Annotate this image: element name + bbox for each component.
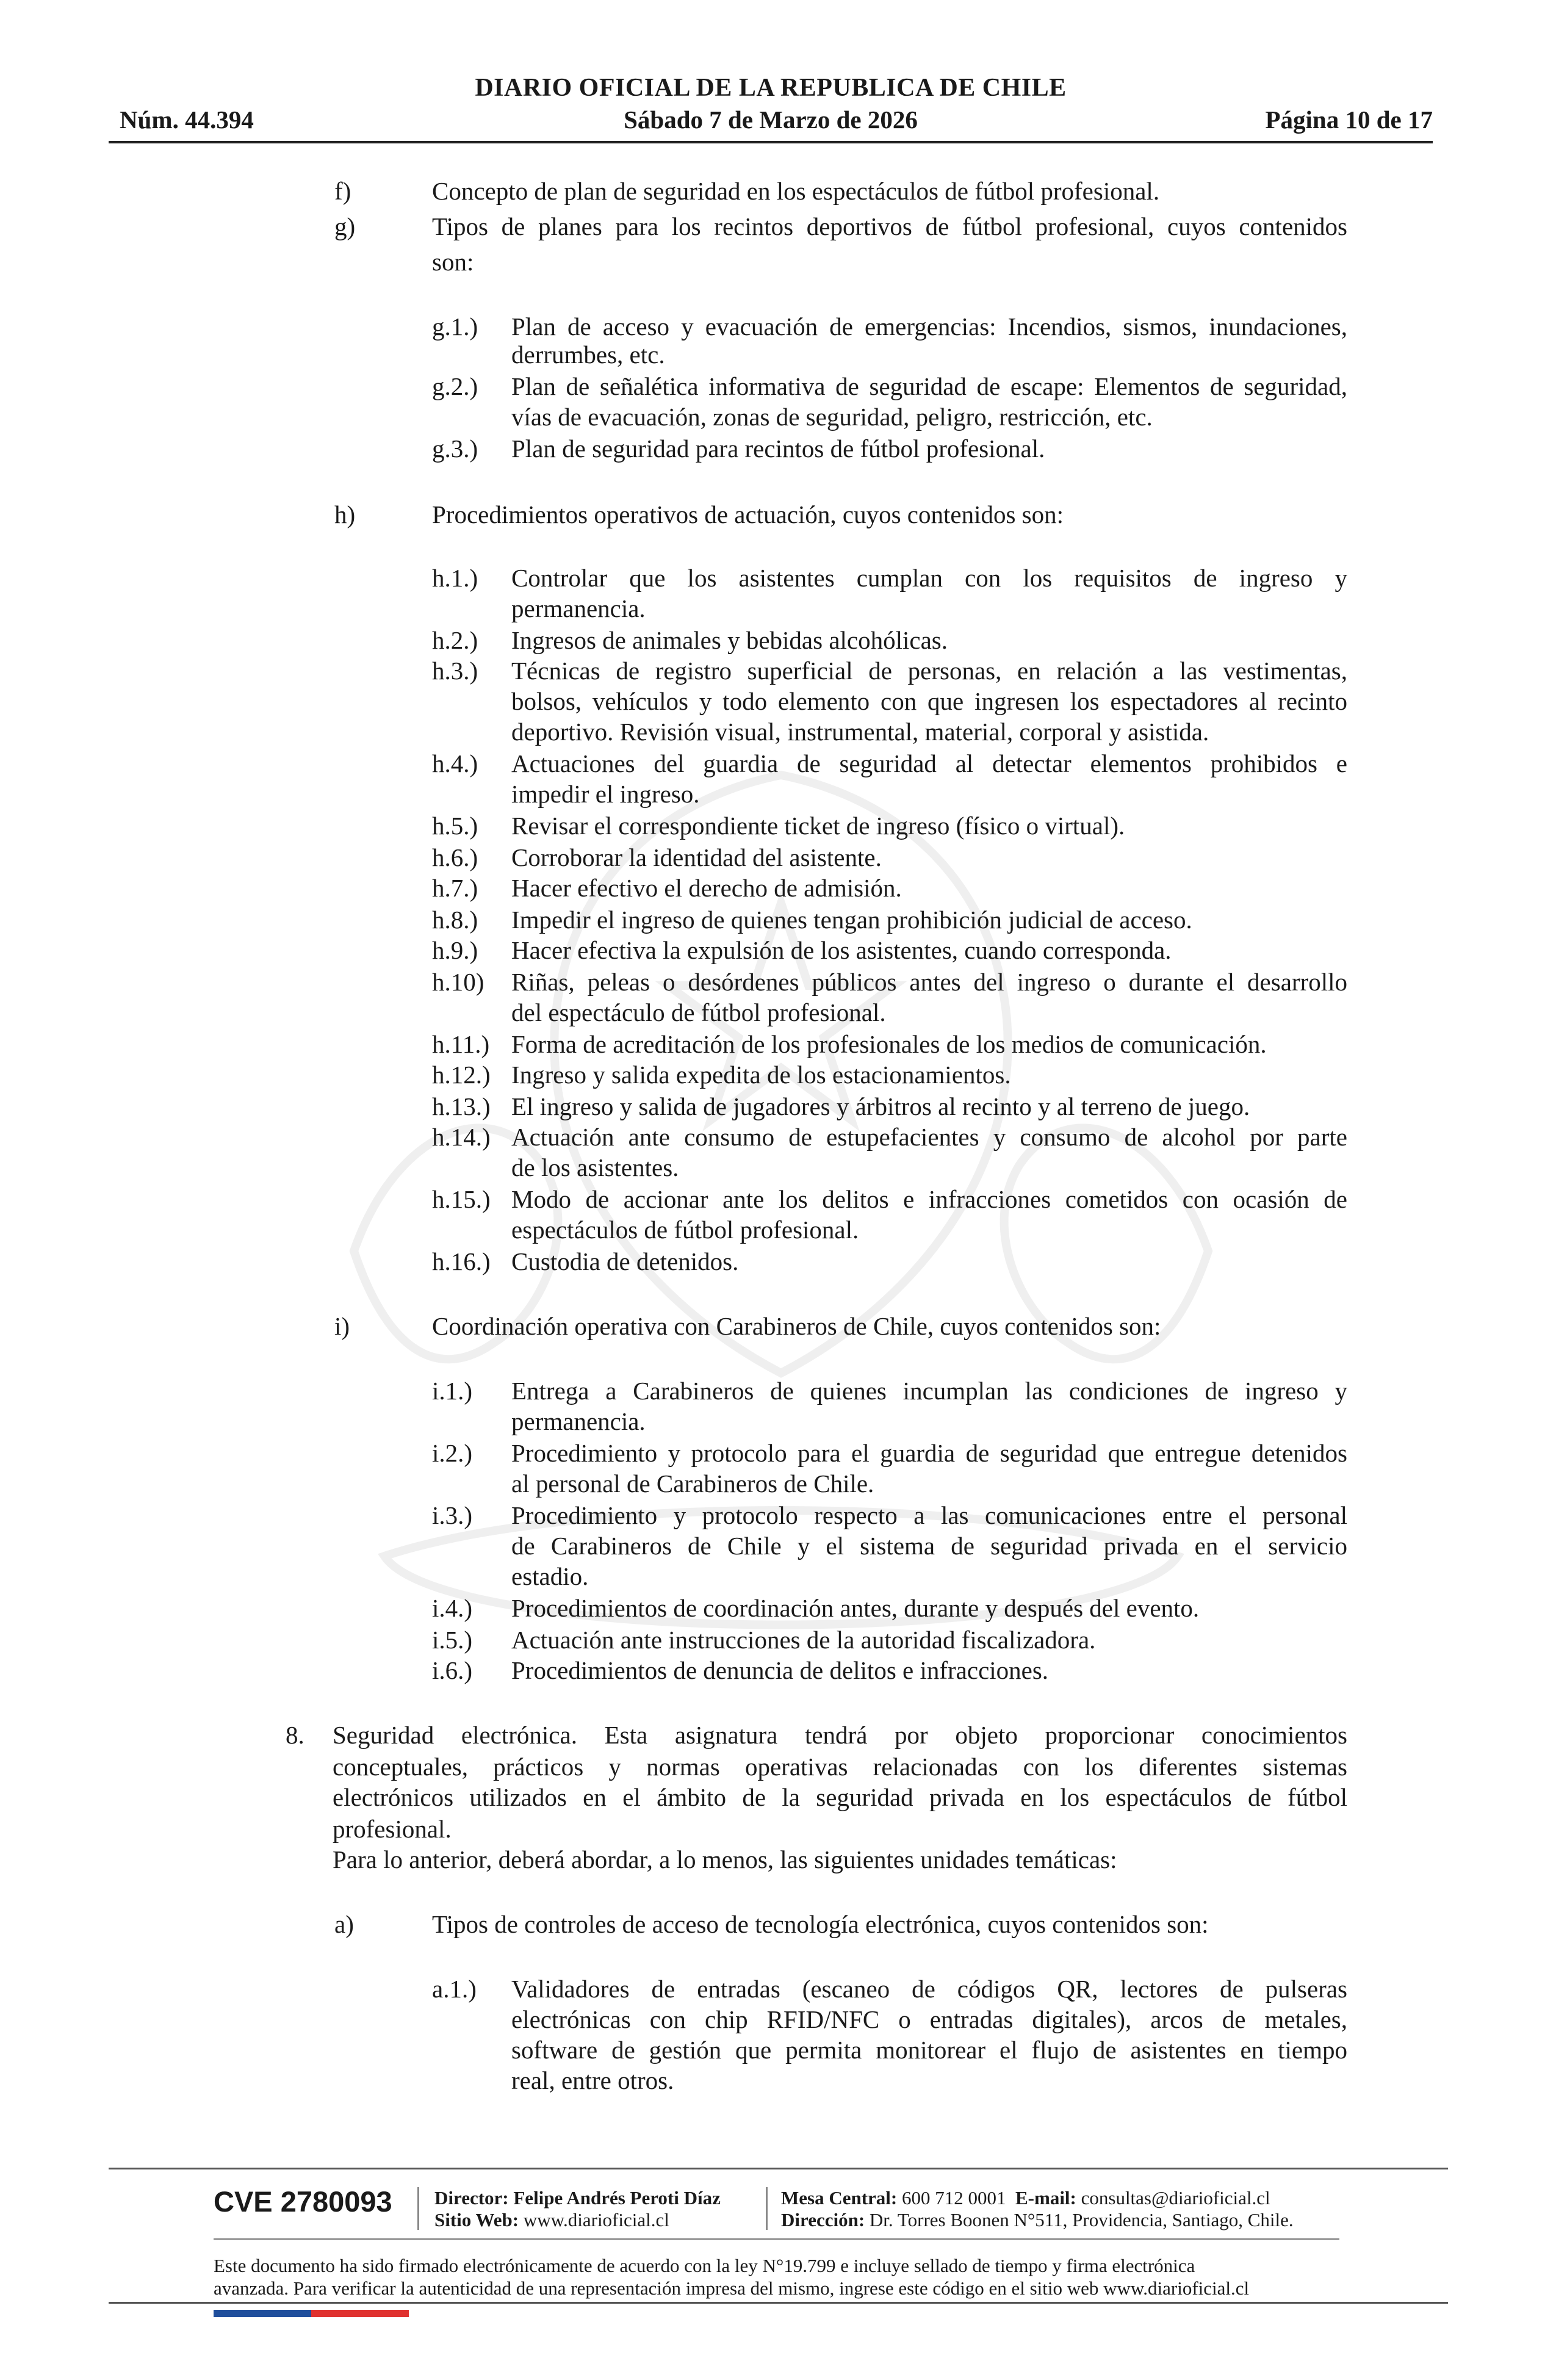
website-label: Sitio Web:	[434, 2209, 519, 2230]
sub-text-h10-line2: del espectáculo de fútbol profesional.	[511, 998, 886, 1026]
sub-text-g3-line1: Plan de seguridad para recintos de fútbol profesional.	[511, 435, 1045, 463]
website-link[interactable]: www.diarioficial.cl	[523, 2209, 669, 2230]
sub-text-h13-line1: El ingreso y salida de jugadores y árbitros al recinto y al terreno de juego.	[511, 1092, 1250, 1120]
sub-text-i1-line1: Entrega a Carabineros de quienes incumplan las condiciones de ingreso y	[511, 1377, 1347, 1405]
footer-separator	[766, 2187, 768, 2230]
sub-label-h1: h.1.)	[432, 564, 478, 592]
footer-director	[434, 2187, 721, 2209]
sub-text-h11-line1: Forma de acreditación de los profesionales de los medios de comunicación.	[511, 1030, 1267, 1058]
footer-contact	[781, 2187, 1270, 2209]
footer-divider-top	[109, 2168, 1448, 2169]
footer-website	[434, 2209, 669, 2231]
director-name: Felipe Andrés Peroti Díaz	[513, 2187, 721, 2209]
cve-code: CVE 2780093	[214, 2185, 392, 2218]
item-label-g: g)	[334, 212, 356, 240]
section-8-line4: profesional.	[333, 1815, 452, 1843]
sub-text-h9-line1: Hacer efectiva la expulsión de los asistentes, cuando corresponda.	[511, 936, 1172, 964]
item-label-f: f)	[334, 177, 351, 205]
sub-label-h8: h.8.)	[432, 906, 478, 934]
footer-separator	[417, 2187, 419, 2230]
footer-divider-mid	[214, 2238, 1339, 2240]
issue-date: Sábado 7 de Marzo de 2026	[624, 106, 918, 134]
section-8-line1: Seguridad electrónica. Esta asignatura tendrá por objeto proporcionar conocimientos	[333, 1721, 1347, 1749]
sub-label-h6: h.6.)	[432, 843, 478, 871]
sub-text-h10-line1: Riñas, peleas o desórdenes públicos antes del ingreso o durante el desarrollo	[511, 968, 1347, 996]
sub-text-g1-line1: Plan de acceso y evacuación de emergencias: Incendios, sismos, inundaciones,	[511, 312, 1347, 341]
sub-text-i1-line2: permanencia.	[511, 1407, 646, 1435]
sub-label-i6: i.6.)	[432, 1656, 473, 1684]
sub-label-i4: i.4.)	[432, 1594, 473, 1622]
signature-notice-line1: Este documento ha sido firmado electrónicamente de acuerdo con la ley N°19.799 e incluye sellado de tiempo y firma electrónica	[214, 2255, 1195, 2276]
header-divider	[109, 141, 1433, 143]
sub-text-h14-line1: Actuación ante consumo de estupefacientes y consumo de alcohol por parte	[511, 1123, 1347, 1151]
sub-label-g2: g.2.)	[432, 372, 478, 400]
sub-text-i2-line1: Procedimiento y protocolo para el guardia de seguridad que entregue detenidos	[511, 1439, 1347, 1467]
sub-text-g2-line1: Plan de señalética informativa de seguridad de escape: Elementos de seguridad,	[511, 372, 1347, 400]
sub-text-h12-line1: Ingreso y salida expedita de los estacionamientos.	[511, 1061, 1011, 1089]
section-8-line2: conceptuales, prácticos y normas operativas relacionadas con los diferentes sistemas	[333, 1753, 1347, 1781]
address-label: Dirección:	[781, 2209, 865, 2230]
sub-text-h5-line1: Revisar el correspondiente ticket de ingreso (físico o virtual).	[511, 812, 1125, 840]
sub-text-i4-line1: Procedimientos de coordinación antes, durante y después del evento.	[511, 1594, 1200, 1622]
flag-stripe-red	[311, 2310, 409, 2317]
sub-text-i6-line1: Procedimientos de denuncia de delitos e infracciones.	[511, 1656, 1049, 1684]
sub-text-h3-line2: bolsos, vehículos y todo elemento con que ingresen los espectadores al recinto	[511, 687, 1347, 715]
sub-text-g1-line2: derrumbes, etc.	[511, 341, 665, 369]
footer-address	[781, 2209, 1294, 2231]
sub-label-h4: h.4.)	[432, 749, 478, 777]
sub-text-h4-line1: Actuaciones del guardia de seguridad al detectar elementos prohibidos e	[511, 749, 1347, 777]
sub-text-h15-line1: Modo de accionar ante los delitos e infracciones cometidos con ocasión de	[511, 1185, 1347, 1213]
sub-text-h6-line1: Corroborar la identidad del asistente.	[511, 843, 882, 871]
sub-label-i5: i.5.)	[432, 1626, 473, 1654]
director-label: Director:	[434, 2187, 509, 2209]
sub-label-h2: h.2.)	[432, 626, 478, 654]
sub-text-8a1-line3: software de gestión que permita monitorear el flujo de asistentes en tiempo	[511, 2036, 1347, 2064]
sub-label-h10: h.10)	[432, 968, 484, 996]
sub-label-h16: h.16.)	[432, 1247, 491, 1275]
sub-label-h5: h.5.)	[432, 812, 478, 840]
item-label-h: h)	[334, 500, 356, 528]
sub-text-8a1-line4: real, entre otros.	[511, 2066, 674, 2094]
sub-text-h16-line1: Custodia de detenidos.	[511, 1247, 739, 1275]
sub-text-h3-line3: deportivo. Revisión visual, instrumental, material, corporal y asistida.	[511, 718, 1209, 746]
issue-number: Núm. 44.394	[120, 106, 254, 134]
mesa-central-value: 600 712 0001	[902, 2187, 1006, 2209]
item-text-i: Coordinación operativa con Carabineros de Chile, cuyos contenidos son:	[432, 1312, 1161, 1340]
sub-label-h13: h.13.)	[432, 1092, 491, 1120]
sub-label-h7: h.7.)	[432, 874, 478, 902]
sub-text-h14-line2: de los asistentes.	[511, 1153, 679, 1181]
item-label-8a: a)	[334, 1910, 354, 1938]
sub-text-8a1-line1: Validadores de entradas (escaneo de códigos QR, lectores de pulseras	[511, 1975, 1347, 2003]
item-label-i: i)	[334, 1312, 350, 1340]
sub-text-i2-line2: al personal de Carabineros de Chile.	[511, 1469, 874, 1498]
address-value: Dr. Torres Boonen N°511, Providencia, Santiago, Chile.	[869, 2209, 1294, 2230]
sub-label-i3: i.3.)	[432, 1501, 473, 1529]
section-8-label: 8.	[286, 1721, 304, 1749]
sub-text-h8-line1: Impedir el ingreso de quienes tengan prohibición judicial de acceso.	[511, 906, 1192, 934]
sub-label-h3: h.3.)	[432, 657, 478, 685]
item-text-8a: Tipos de controles de acceso de tecnología electrónica, cuyos contenidos son:	[432, 1910, 1209, 1938]
sub-label-8a1: a.1.)	[432, 1975, 477, 2003]
sub-text-h3-line1: Técnicas de registro superficial de personas, en relación a las vestimentas,	[511, 657, 1347, 685]
newspaper-title: DIARIO OFICIAL DE LA REPUBLICA DE CHILE	[475, 74, 1067, 102]
sub-label-h12: h.12.)	[432, 1061, 491, 1089]
item-text-g-line1: Tipos de planes para los recintos deportivos de fútbol profesional, cuyos contenidos	[432, 212, 1347, 240]
sub-text-h15-line2: espectáculos de fútbol profesional.	[511, 1216, 859, 1244]
sub-text-i3-line1: Procedimiento y protocolo respecto a las comunicaciones entre el personal	[511, 1501, 1347, 1529]
sub-text-h2-line1: Ingresos de animales y bebidas alcohólicas.	[511, 626, 948, 654]
sub-label-h14: h.14.)	[432, 1123, 491, 1151]
item-text-g-line2: son:	[432, 248, 474, 276]
email-link[interactable]: consultas@diarioficial.cl	[1081, 2187, 1270, 2209]
sub-text-i3-line3: estadio.	[511, 1562, 589, 1590]
page-number: Página 10 de 17	[1265, 106, 1433, 134]
sub-text-i5-line1: Actuación ante instrucciones de la autoridad fiscalizadora.	[511, 1626, 1096, 1654]
signature-notice-line2: avanzada. Para verificar la autenticidad de una representación impresa del mismo, ingrese este código en el sitio web www.diarioficial.cl	[214, 2277, 1250, 2299]
sub-text-h4-line2: impedir el ingreso.	[511, 780, 700, 808]
sub-text-i3-line2: de Carabineros de Chile y el sistema de seguridad privada en el servicio	[511, 1532, 1347, 1560]
email-label: E-mail:	[1015, 2187, 1076, 2209]
section-8-line5: Para lo anterior, deberá abordar, a lo menos, las siguientes unidades temáticas:	[333, 1845, 1117, 1873]
sub-text-h1-line1: Controlar que los asistentes cumplan con los requisitos de ingreso y	[511, 564, 1347, 592]
sub-text-h7-line1: Hacer efectivo el derecho de admisión.	[511, 874, 902, 902]
item-text-f: Concepto de plan de seguridad en los espectáculos de fútbol profesional.	[432, 177, 1160, 205]
flag-stripe-blue	[214, 2310, 311, 2317]
sub-label-h15: h.15.)	[432, 1185, 491, 1213]
sub-label-i1: i.1.)	[432, 1377, 473, 1405]
mesa-central-label: Mesa Central:	[781, 2187, 898, 2209]
sub-label-h9: h.9.)	[432, 936, 478, 964]
sub-text-h1-line2: permanencia.	[511, 594, 646, 622]
sub-label-g1: g.1.)	[432, 312, 478, 341]
sub-text-8a1-line2: electrónicas con chip RFID/NFC o entradas digitales), arcos de metales,	[511, 2005, 1347, 2033]
item-text-h: Procedimientos operativos de actuación, cuyos contenidos son:	[432, 500, 1064, 528]
page-header	[109, 73, 1433, 146]
signature-notice	[214, 2254, 1249, 2299]
sub-label-i2: i.2.)	[432, 1439, 473, 1467]
sub-label-g3: g.3.)	[432, 435, 478, 463]
sub-text-g2-line2: vías de evacuación, zonas de seguridad, peligro, restricción, etc.	[511, 403, 1153, 431]
sub-label-h11: h.11.)	[432, 1030, 490, 1058]
section-8-line3: electrónicos utilizados en el ámbito de la seguridad privada en los espectáculos de fútbol	[333, 1783, 1347, 1811]
footer-divider-bottom	[109, 2302, 1448, 2304]
